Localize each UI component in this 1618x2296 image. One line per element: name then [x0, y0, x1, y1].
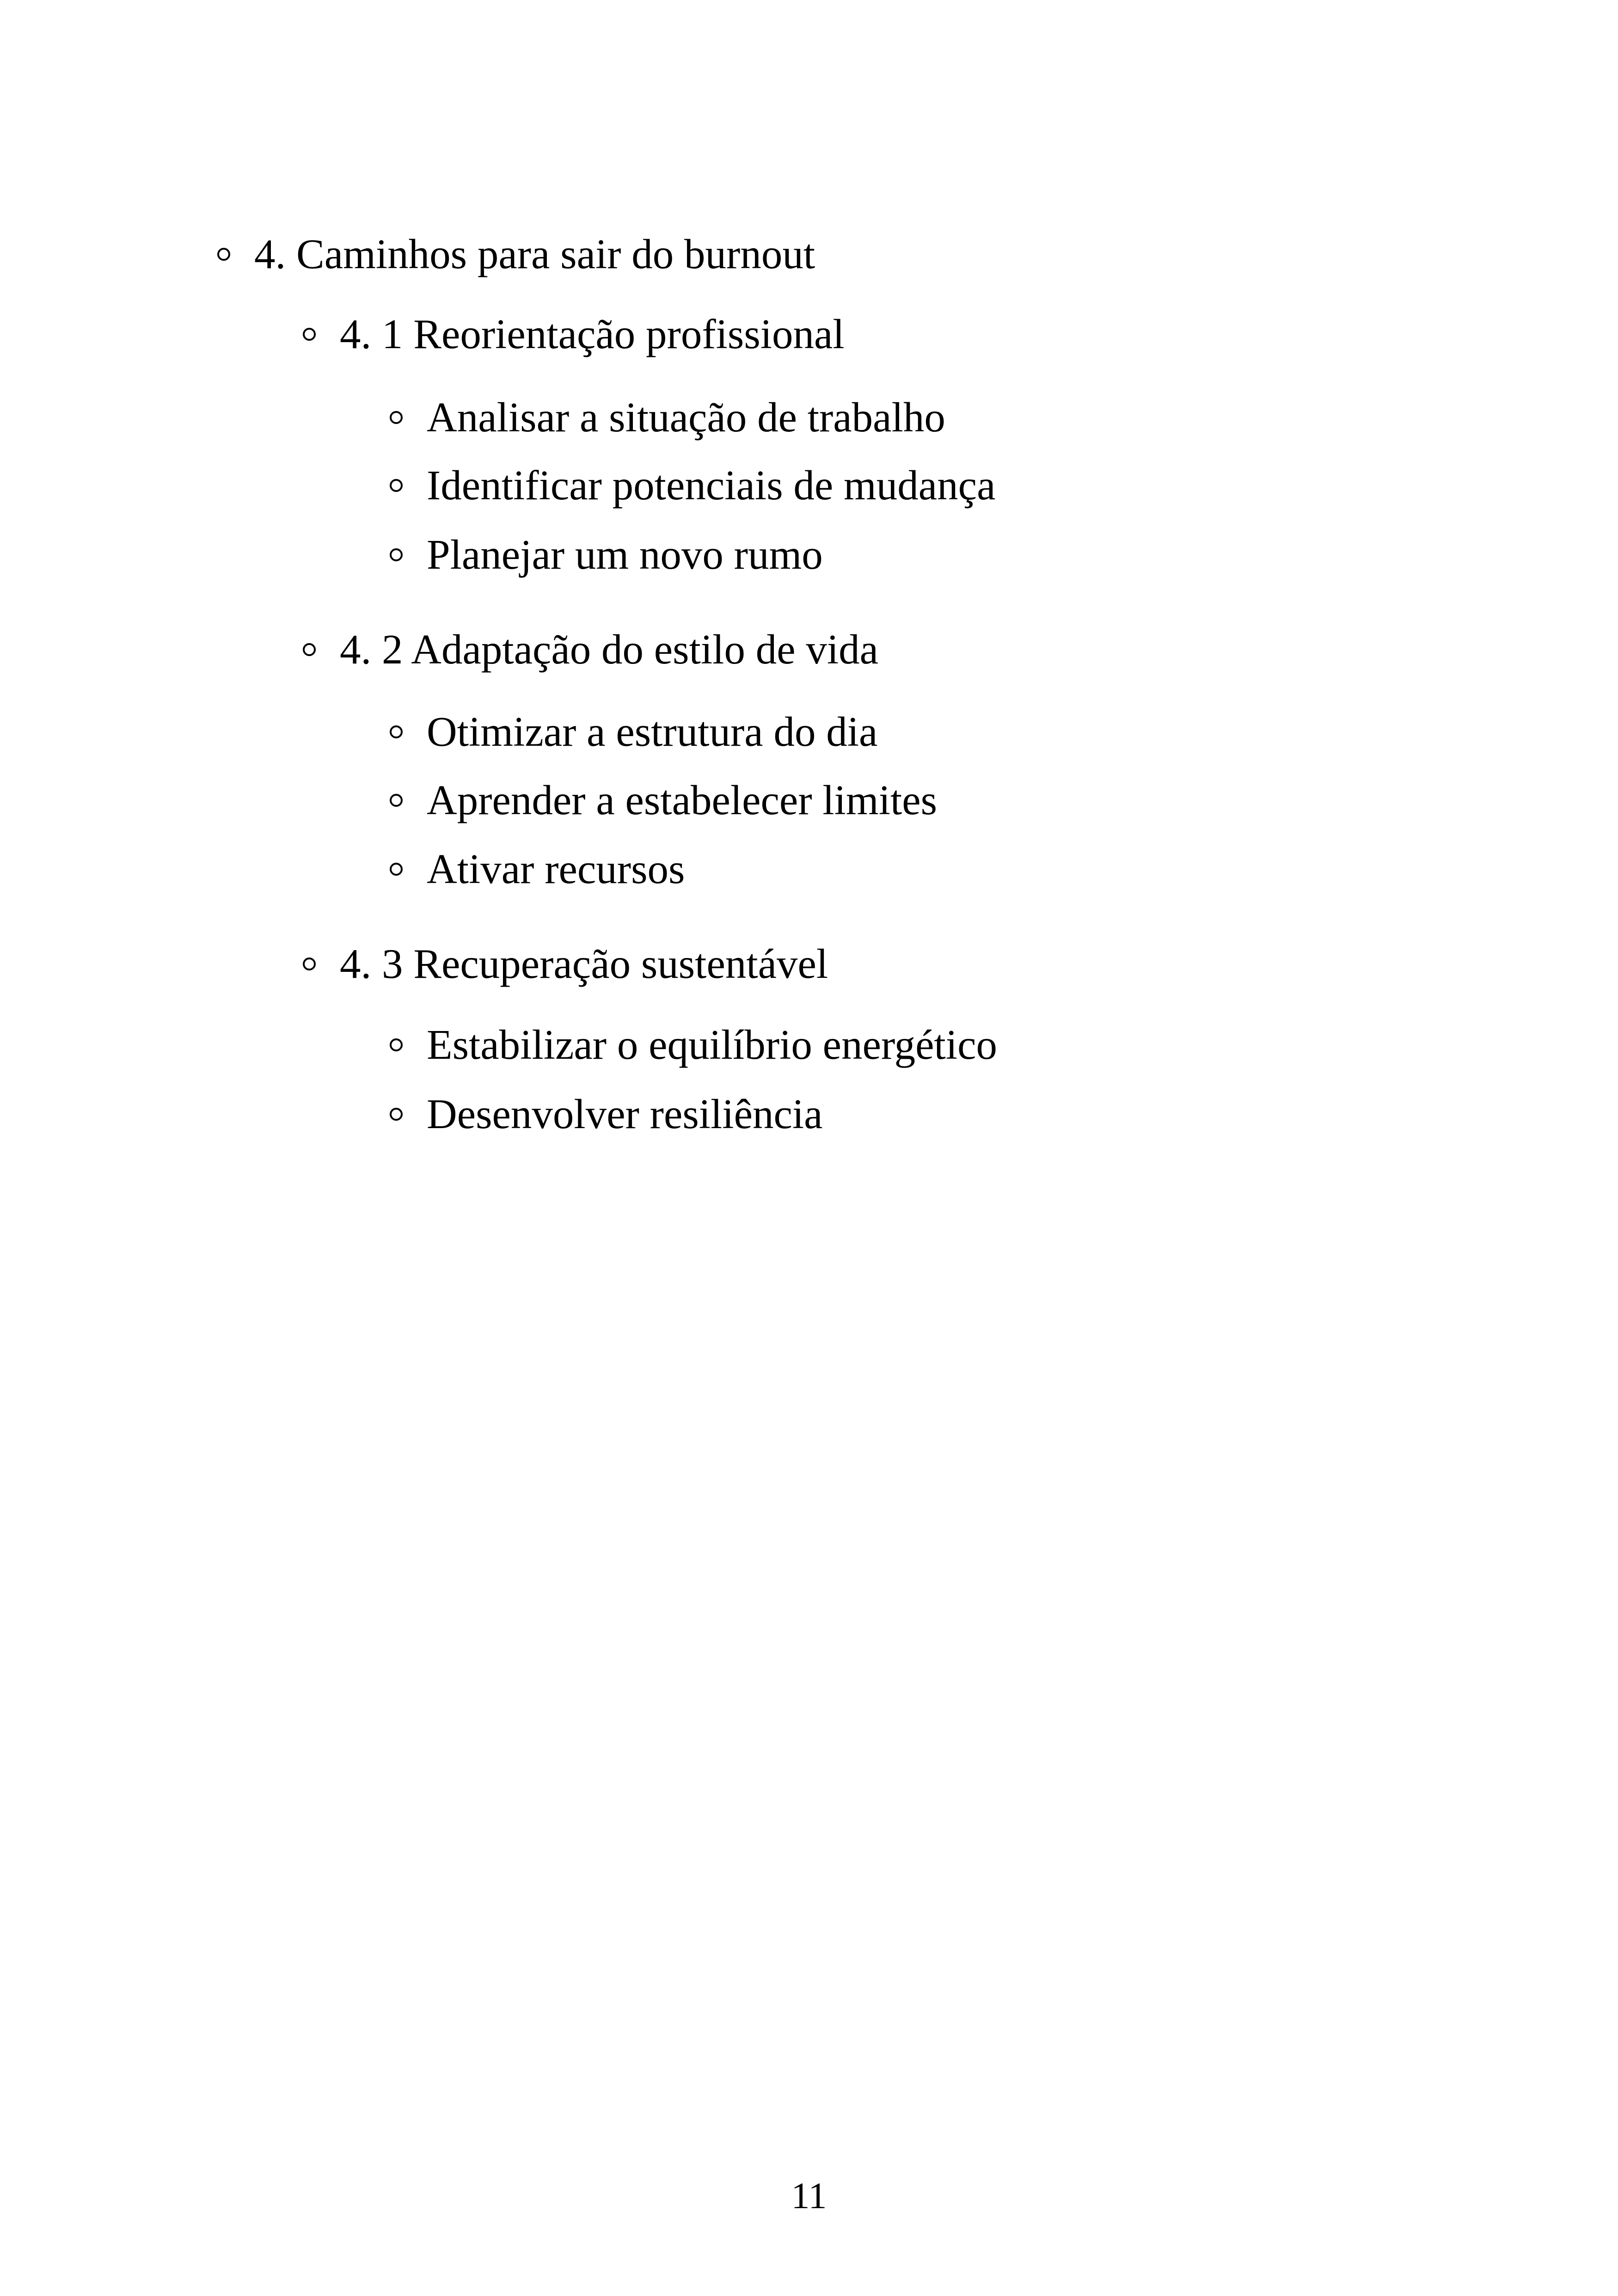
subsection-heading: 4. 1 Reorientação profissional	[340, 311, 845, 357]
outline-item	[390, 392, 945, 443]
outline-item-label: Analisar a situação de trabalho	[427, 394, 945, 441]
page-number: 11	[791, 2176, 827, 2216]
subsection-heading: 4. 2 Adaptação do estilo de vida	[340, 626, 879, 673]
outline-item	[390, 1019, 997, 1070]
hollow-bullet-icon	[390, 794, 403, 807]
outline-subsection-4-2	[303, 624, 878, 675]
hollow-bullet-icon	[390, 411, 403, 424]
outline-item-label: Desenvolver resiliência	[427, 1091, 823, 1137]
hollow-bullet-icon	[390, 725, 403, 738]
outline-item-label: Ativar recursos	[427, 846, 685, 892]
outline-subsection-4-1	[303, 309, 845, 360]
subsection-heading: 4. 3 Recuperação sustentável	[340, 940, 828, 987]
outline-item-label: Planejar um novo rumo	[427, 531, 823, 578]
outline-section-4	[217, 229, 815, 280]
outline-item	[390, 460, 995, 511]
hollow-bullet-icon	[390, 548, 403, 561]
hollow-bullet-icon	[303, 958, 316, 970]
outline-item-label: Identificar potenciais de mudança	[427, 462, 996, 509]
hollow-bullet-icon	[390, 863, 403, 876]
outline-item	[390, 706, 877, 757]
hollow-bullet-icon	[390, 1038, 403, 1051]
hollow-bullet-icon	[303, 328, 316, 341]
outline-item	[390, 529, 823, 580]
hollow-bullet-icon	[390, 479, 403, 492]
hollow-bullet-icon	[303, 643, 316, 656]
outline-subsection-4-3	[303, 939, 828, 989]
section-heading: 4. Caminhos para sair do burnout	[254, 231, 815, 277]
outline-item	[390, 1089, 823, 1140]
outline-item	[390, 844, 685, 895]
outline-item	[390, 775, 937, 826]
outline-item-label: Estabilizar o equilíbrio energético	[427, 1021, 997, 1068]
hollow-bullet-icon	[217, 248, 230, 261]
outline-item-label: Otimizar a estrutura do dia	[427, 708, 878, 755]
hollow-bullet-icon	[390, 1108, 403, 1121]
outline-item-label: Aprender a estabelecer limites	[427, 777, 938, 823]
